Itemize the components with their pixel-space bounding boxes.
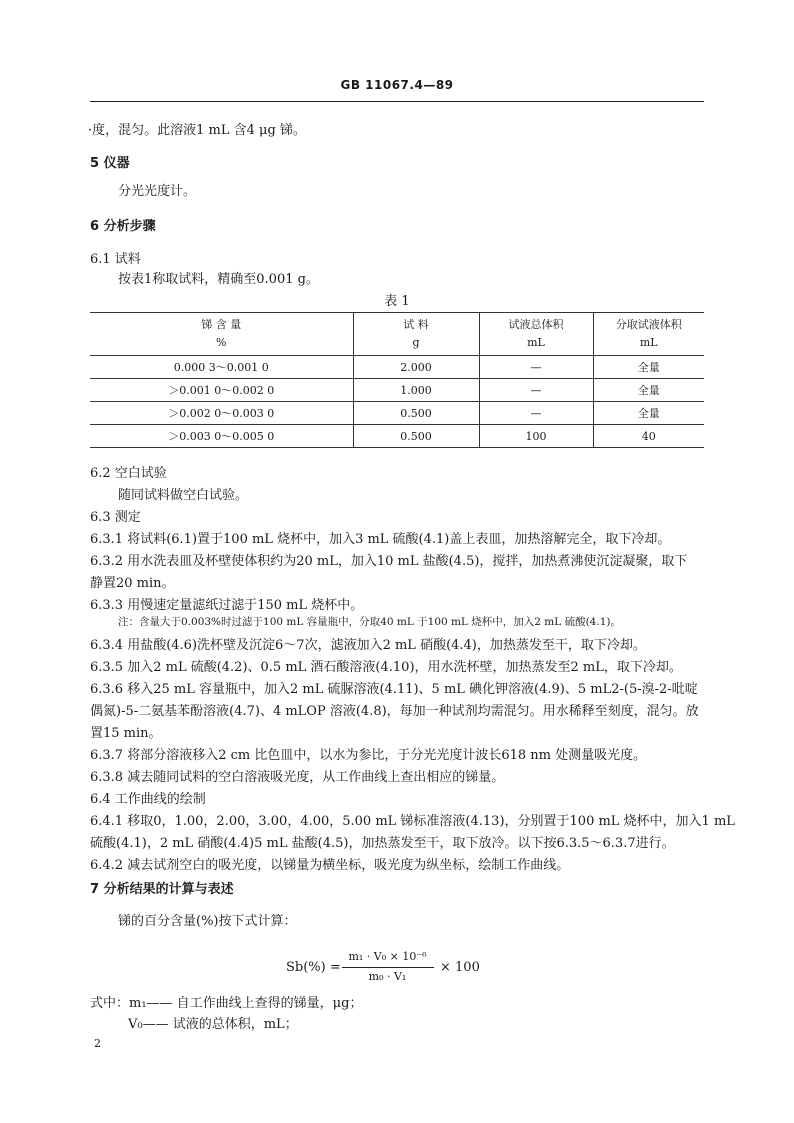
table-cell: 全量 xyxy=(593,379,704,402)
where-v0: V₀—— 试液的总体积，mL； xyxy=(128,1017,298,1032)
fraction-bar xyxy=(342,967,434,968)
table-cell: ＞0.002 0～0.003 0 xyxy=(90,402,353,425)
table-cell: — xyxy=(479,379,593,402)
page-number: 2 xyxy=(94,1037,101,1050)
table-cell: — xyxy=(479,356,593,379)
table-cell: 0.000 3～0.001 0 xyxy=(90,356,353,379)
table-cell: 100 xyxy=(479,425,593,448)
paragraph-6-3-6-cont1: 偶氮)-5-二氨基苯酚溶液(4.7)、4 mLOP 溶液(4.8)，每加一种试剂均需混匀。用水稀释至刻度，混匀。放 xyxy=(90,704,699,719)
table-header-row xyxy=(90,313,704,356)
table-header-cell: 锑 含 量 % xyxy=(90,313,353,356)
table-cell: 40 xyxy=(593,425,704,448)
table-header-cell: 试 料 g xyxy=(353,313,479,356)
paragraph-6-3-6-cont2: 置15 min。 xyxy=(90,726,162,741)
table-row xyxy=(90,356,704,379)
paragraph-6-4-2: 6.4.2 减去试剂空白的吸光度，以锑量为横坐标，吸光度为纵坐标，绘制工作曲线。 xyxy=(90,858,570,873)
paragraph-6-4-1-cont: 硫酸(4.1)，2 mL 硝酸(4.4)5 mL 盐酸(4.5)，加热蒸发至干，取下放冷。以下按6.3.5～6.3.7进行。 xyxy=(90,836,675,851)
paragraph-6-3-5: 6.3.5 加入2 mL 硫酸(4.2)、0.5 mL 酒石酸溶液(4.10)，用水洗杯壁，加热蒸发至2 mL，取下冷却。 xyxy=(90,660,682,675)
table-cell: 全量 xyxy=(593,356,704,379)
table-cell: 2.000 xyxy=(353,356,479,379)
intro-line: ·度，混匀。此溶液1 mL 含4 μg 锑。 xyxy=(88,123,306,138)
paragraph-6-3-4: 6.3.4 用盐酸(4.6)洗杯壁及沉淀6～7次，滤液加入2 mL 硝酸(4.4)，加热蒸发至干，取下冷却。 xyxy=(90,638,646,653)
table-cell: — xyxy=(479,402,593,425)
section-6-1-body: 按表1称取试料，精确至0.001 g。 xyxy=(118,272,319,287)
paragraph-6-3-8: 6.3.8 减去随同试料的空白溶液吸光度，从工作曲线上查出相应的锑量。 xyxy=(90,770,505,785)
section-6-heading: 6 分析步骤 xyxy=(90,219,156,234)
table-cell: 全量 xyxy=(593,402,704,425)
paragraph-6-3-3: 6.3.3 用慢速定量滤纸过滤于150 mL 烧杯中。 xyxy=(90,598,364,613)
header-rule xyxy=(90,101,704,102)
table-row xyxy=(90,379,704,402)
document-header: GB 11067.4—89 xyxy=(340,78,454,92)
table-header-cell: 分取试液体积 mL xyxy=(593,313,704,356)
section-6-4-heading: 6.4 工作曲线的绘制 xyxy=(90,792,206,807)
formula-lhs: Sb(%) = xyxy=(286,960,341,975)
table-cell: 0.500 xyxy=(353,402,479,425)
paragraph-6-3-6: 6.3.6 移入25 mL 容量瓶中，加入2 mL 硫脲溶液(4.11)、5 mL 碘化钾溶液(4.9)、5 mL2-(5-溴-2-吡啶 xyxy=(90,682,698,697)
where-m1: 式中：m₁—— 自工作曲线上查得的锑量，μg； xyxy=(90,996,363,1011)
section-6-3-heading: 6.3 测定 xyxy=(90,510,141,525)
section-5-heading: 5 仪器 xyxy=(90,156,130,171)
table-cell: ＞0.003 0～0.005 0 xyxy=(90,425,353,448)
paragraph-6-3-1: 6.3.1 将试料(6.1)置于100 mL 烧杯中，加入3 mL 硫酸(4.1)盖上表皿，加热溶解完全，取下冷却。 xyxy=(90,532,671,547)
table-cell: 1.000 xyxy=(353,379,479,402)
formula-rhs: × 100 xyxy=(440,960,480,975)
table-header-cell: 试液总体积 mL xyxy=(479,313,593,356)
table-row xyxy=(90,425,704,448)
table-cell: 0.500 xyxy=(353,425,479,448)
section-7-heading: 7 分析结果的计算与表述 xyxy=(90,882,234,897)
paragraph-6-4-1: 6.4.1 移取0，1.00，2.00，3.00，4.00，5.00 mL 锑标准溶液(4.13)，分别置于100 mL 烧杯中，加入1 mL xyxy=(90,814,735,829)
table-cell: ＞0.001 0～0.002 0 xyxy=(90,379,353,402)
paragraph-6-3-7: 6.3.7 将部分溶液移入2 cm 比色皿中，以水为参比，于分光光度计波长618 nm 处测量吸光度。 xyxy=(90,748,647,763)
table-1 xyxy=(90,312,704,448)
paragraph-6-3-2-cont: 静置20 min。 xyxy=(90,576,175,591)
paragraph-6-3-2: 6.3.2 用水洗表皿及杯壁使体积约为20 mL，加入10 mL 盐酸(4.5)，搅拌，加热煮沸使沉淀凝聚，取下 xyxy=(90,554,688,569)
section-6-2-body: 随同试料做空白试验。 xyxy=(118,488,249,503)
formula-denominator: m₀ · V₁ xyxy=(368,970,407,983)
section-5-body: 分光光度计。 xyxy=(118,184,197,199)
table-row xyxy=(90,402,704,425)
note: 注：含量大于0.003%时过滤于100 mL 容量瓶中，分取40 mL 于100 mL 烧杯中，加入2 mL 硫酸(4.1)。 xyxy=(118,616,621,628)
formula-numerator: m₁ · V₀ × 10⁻⁶ xyxy=(348,950,427,963)
section-6-1-heading: 6.1 试料 xyxy=(90,252,141,267)
table-caption: 表 1 xyxy=(384,294,410,309)
section-6-2-heading: 6.2 空白试验 xyxy=(90,466,167,481)
section-7-body: 锑的百分含量(%)按下式计算： xyxy=(118,914,297,929)
